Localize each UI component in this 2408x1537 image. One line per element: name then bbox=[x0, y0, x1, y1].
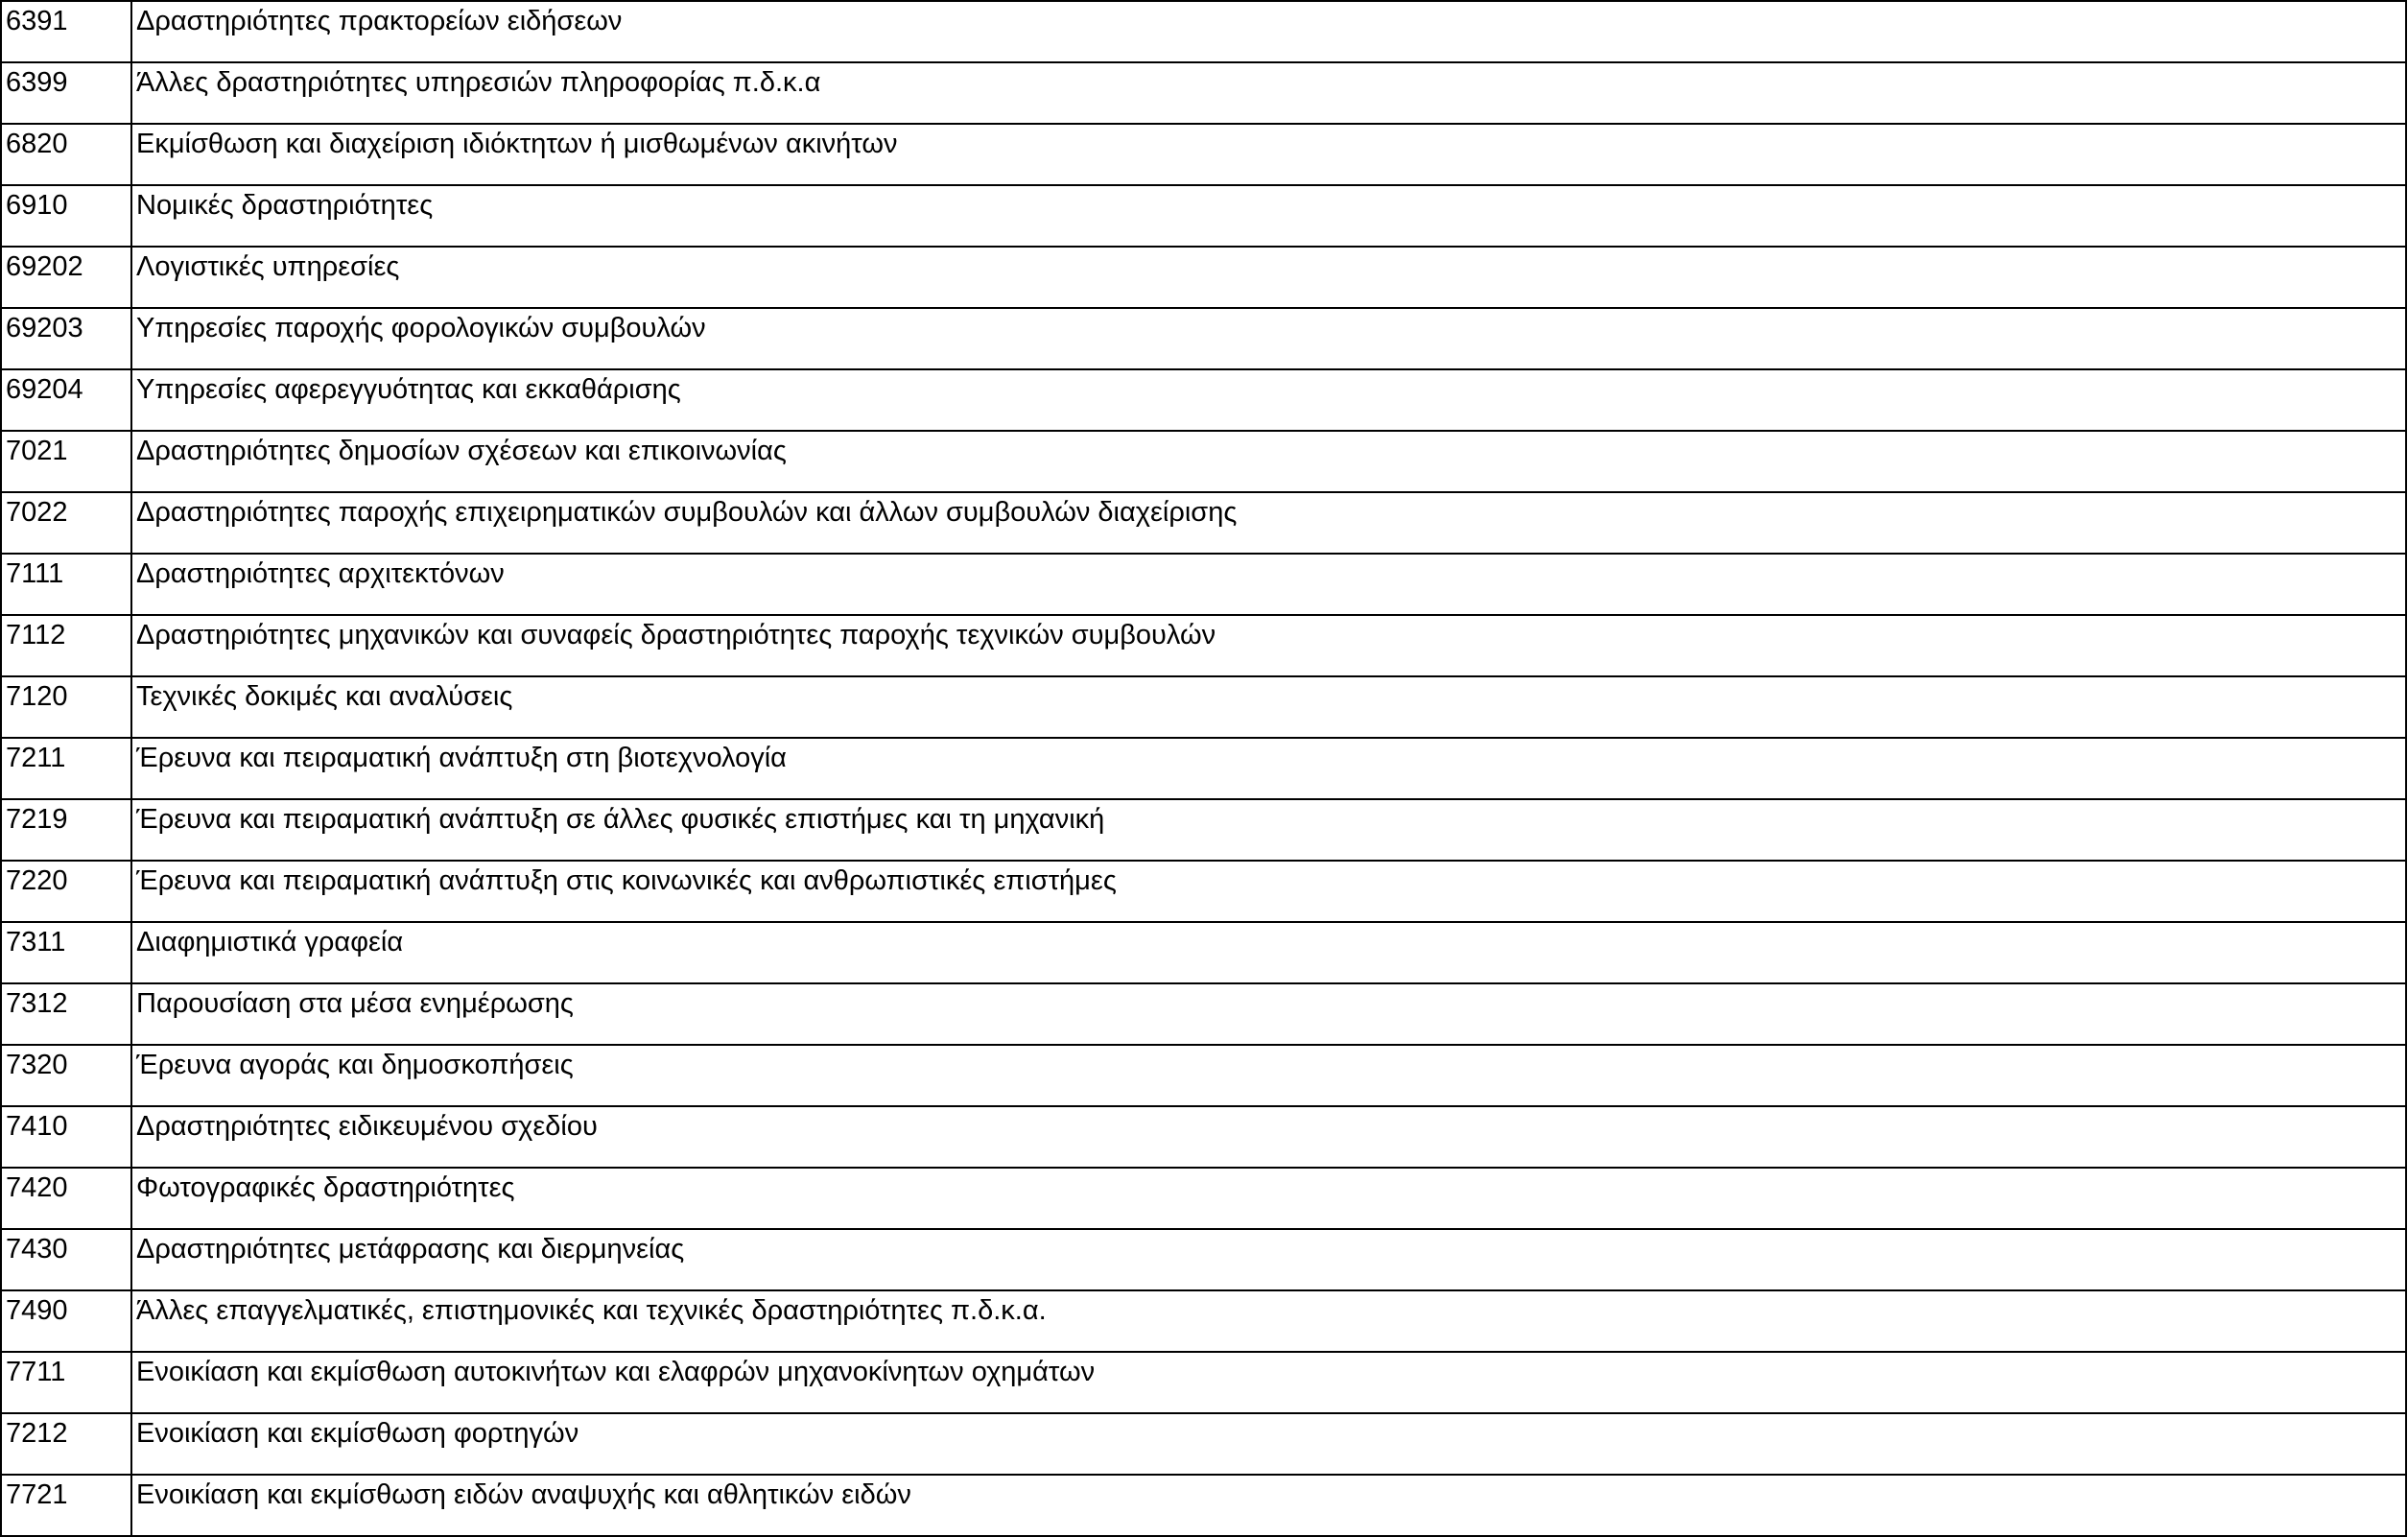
activity-description: Ενοικίαση και εκμίσθωση φορτηγών bbox=[131, 1413, 2406, 1475]
table-row bbox=[1, 922, 2406, 983]
activity-description: Άλλες δραστηριότητες υπηρεσιών πληροφορίας π.δ.κ.α bbox=[131, 62, 2406, 124]
table-row bbox=[1, 431, 2406, 492]
activity-code: 7021 bbox=[1, 431, 131, 492]
table-row bbox=[1, 185, 2406, 247]
table-row bbox=[1, 983, 2406, 1045]
table-row bbox=[1, 1290, 2406, 1352]
table-row bbox=[1, 308, 2406, 369]
activity-description: Λογιστικές υπηρεσίες bbox=[131, 247, 2406, 308]
table-row bbox=[1, 247, 2406, 308]
activity-description: Έρευνα αγοράς και δημοσκοπήσεις bbox=[131, 1045, 2406, 1106]
activity-description: Δραστηριότητες μετάφρασης και διερμηνείας bbox=[131, 1229, 2406, 1290]
activity-code: 7312 bbox=[1, 983, 131, 1045]
table-row bbox=[1, 738, 2406, 799]
activity-description: Ενοικίαση και εκμίσθωση αυτοκινήτων και ελαφρών μηχανοκίνητων οχημάτων bbox=[131, 1352, 2406, 1413]
activity-code: 69203 bbox=[1, 308, 131, 369]
table-row bbox=[1, 799, 2406, 861]
activity-code: 7410 bbox=[1, 1106, 131, 1168]
table-row bbox=[1, 62, 2406, 124]
table-row bbox=[1, 615, 2406, 676]
activity-code: 7220 bbox=[1, 861, 131, 922]
activity-code: 6399 bbox=[1, 62, 131, 124]
activity-description: Φωτογραφικές δραστηριότητες bbox=[131, 1168, 2406, 1229]
activity-description: Εκμίσθωση και διαχείριση ιδιόκτητων ή μισθωμένων ακινήτων bbox=[131, 124, 2406, 185]
table-row bbox=[1, 1352, 2406, 1413]
table-row bbox=[1, 1168, 2406, 1229]
table-row bbox=[1, 861, 2406, 922]
activity-code: 7211 bbox=[1, 738, 131, 799]
activity-code: 69202 bbox=[1, 247, 131, 308]
table-row bbox=[1, 1413, 2406, 1475]
activity-code: 7430 bbox=[1, 1229, 131, 1290]
table-row bbox=[1, 1106, 2406, 1168]
activity-code: 7490 bbox=[1, 1290, 131, 1352]
activity-description: Ενοικίαση και εκμίσθωση ειδών αναψυχής και αθλητικών ειδών bbox=[131, 1475, 2406, 1536]
activity-description: Διαφημιστικά γραφεία bbox=[131, 922, 2406, 983]
activity-description: Δραστηριότητες ειδικευμένου σχεδίου bbox=[131, 1106, 2406, 1168]
activity-code: 7320 bbox=[1, 1045, 131, 1106]
activity-code: 69204 bbox=[1, 369, 131, 431]
activity-code: 7120 bbox=[1, 676, 131, 738]
activity-description: Νομικές δραστηριότητες bbox=[131, 185, 2406, 247]
table-row bbox=[1, 1229, 2406, 1290]
table-row bbox=[1, 554, 2406, 615]
activity-description: Τεχνικές δοκιμές και αναλύσεις bbox=[131, 676, 2406, 738]
activity-code: 6391 bbox=[1, 1, 131, 62]
activity-description: Παρουσίαση στα μέσα ενημέρωσης bbox=[131, 983, 2406, 1045]
table-row bbox=[1, 1045, 2406, 1106]
activity-description: Έρευνα και πειραματική ανάπτυξη στη βιοτεχνολογία bbox=[131, 738, 2406, 799]
activity-code: 7311 bbox=[1, 922, 131, 983]
activity-code: 7721 bbox=[1, 1475, 131, 1536]
activity-code: 7420 bbox=[1, 1168, 131, 1229]
table-row bbox=[1, 1475, 2406, 1536]
activity-description: Δραστηριότητες μηχανικών και συναφείς δραστηριότητες παροχής τεχνικών συμβουλών bbox=[131, 615, 2406, 676]
activity-description: Άλλες επαγγελματικές, επιστημονικές και τεχνικές δραστηριότητες π.δ.κ.α. bbox=[131, 1290, 2406, 1352]
activity-description: Δραστηριότητες δημοσίων σχέσεων και επικοινωνίας bbox=[131, 431, 2406, 492]
table-row bbox=[1, 124, 2406, 185]
activity-code: 6910 bbox=[1, 185, 131, 247]
activity-description: Υπηρεσίες παροχής φορολογικών συμβουλών bbox=[131, 308, 2406, 369]
activity-code: 7111 bbox=[1, 554, 131, 615]
activity-description: Δραστηριότητες παροχής επιχειρηματικών συμβουλών και άλλων συμβουλών διαχείρισης bbox=[131, 492, 2406, 554]
activity-description: Δραστηριότητες πρακτορείων ειδήσεων bbox=[131, 1, 2406, 62]
table-row bbox=[1, 1, 2406, 62]
table-row bbox=[1, 492, 2406, 554]
activity-code: 7711 bbox=[1, 1352, 131, 1413]
activity-description: Έρευνα και πειραματική ανάπτυξη σε άλλες φυσικές επιστήμες και τη μηχανική bbox=[131, 799, 2406, 861]
activity-code: 7022 bbox=[1, 492, 131, 554]
activity-description: Έρευνα και πειραματική ανάπτυξη στις κοινωνικές και ανθρωπιστικές επιστήμες bbox=[131, 861, 2406, 922]
activity-code: 7212 bbox=[1, 1413, 131, 1475]
table-row bbox=[1, 369, 2406, 431]
activity-description: Δραστηριότητες αρχιτεκτόνων bbox=[131, 554, 2406, 615]
activity-code: 6820 bbox=[1, 124, 131, 185]
activity-description: Υπηρεσίες αφερεγγυότητας και εκκαθάρισης bbox=[131, 369, 2406, 431]
table-row bbox=[1, 676, 2406, 738]
activity-code: 7219 bbox=[1, 799, 131, 861]
activity-code: 7112 bbox=[1, 615, 131, 676]
